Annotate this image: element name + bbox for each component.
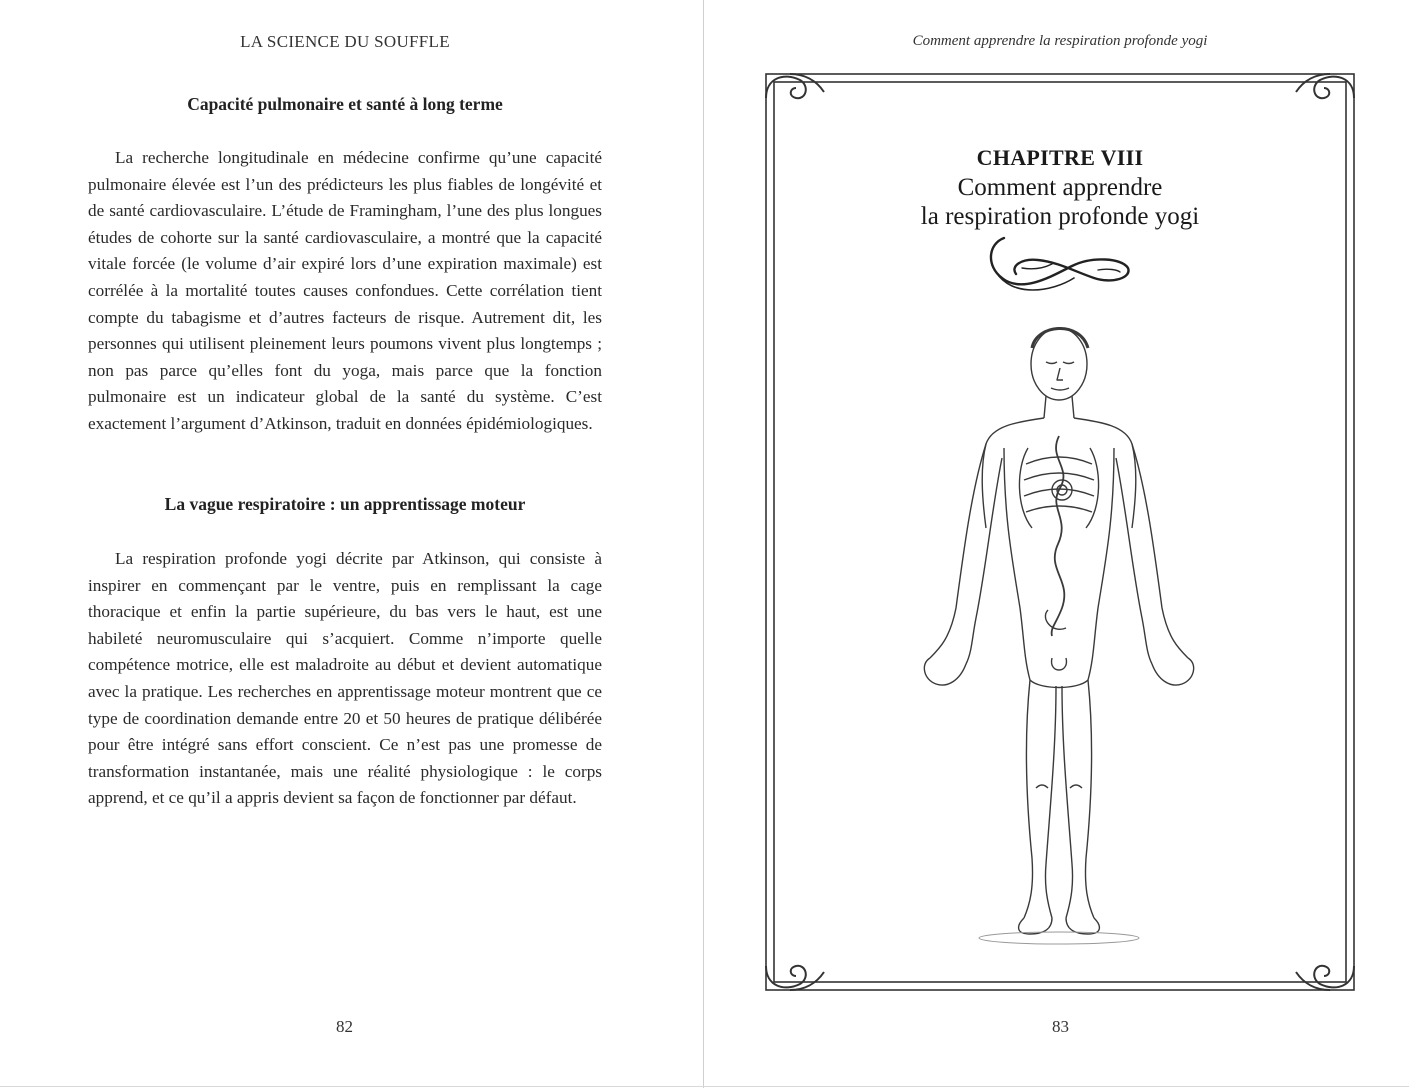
section-2 (88, 494, 602, 515)
right-page (704, 0, 1409, 1086)
chapter-title-line: la respiration profonde yogi (920, 203, 1200, 230)
section-title: Capacité pulmonaire et santé à long terme (187, 94, 503, 114)
flourish-ornament (982, 232, 1132, 304)
chapter-label: CHAPITRE VIII (976, 145, 1144, 170)
chapter-title (704, 173, 1409, 231)
page-number-right: 83 (1052, 1017, 1069, 1036)
section-2-body (88, 546, 602, 812)
running-head-left: LA SCIENCE DU SOUFFLE (240, 32, 450, 51)
body-paragraph: La recherche longitudinale en médecine confirme qu’une capacité pulmonaire élevée est l’un des prédicteurs les plus fiables de longévité et de santé cardiovasculaire. L’étude de Framingham, l’une des plus longues études de cohorte sur la santé cardiovasculaire, a montré que la capacité vitale forcée (le volume d’air expiré lors d’une expiration maximale) est corrélée à la mortalité toutes causes confondues. Cette corrélation tient compte du tabagisme et d’autres facteurs de risque. Autrement dit, les personnes qui utilisent pleinement leurs poumons vivent plus longtemps ; non pas parce qu’elles font du yoga, mais parce que la fonction pulmonaire est un indicateur global de la santé du système. C’est exactement l’argument d’Atkinson, traduit en données épidémiologiques. (88, 148, 602, 433)
page-number-left: 82 (336, 1017, 353, 1036)
bottom-edge (0, 1086, 1409, 1087)
body-paragraph: La respiration profonde yogi décrite par Atkinson, qui consiste à inspirer en commençant par le ventre, puis en remplissant la cage thoracique et enfin la partie supérieure, du bas vers le haut, est une habileté neuromusculaire qui s’acquiert. Comme n’importe quelle compétence motrice, elle est maladroite au début et devient automatique avec la pratique. Les recherches en apprentissage moteur montrent que ce type de coordination demande entre 20 et 50 heures de pratique délibérée pour être intégré sans effort conscient. Ce n’est pas une promesse de transformation instantanée, mais une réalité physiologique : le corps apprend, et ce qu’il a appris devient sa façon de fonctionner par défaut. (88, 549, 602, 808)
running-head-right: Comment apprendre la respiration profonde yogi (912, 33, 1208, 49)
section-1 (88, 94, 602, 115)
left-page (0, 0, 703, 1086)
section-title: La vague respiratoire : un apprentissage moteur (164, 494, 526, 514)
chapter-title-line: Comment apprendre (957, 174, 1163, 201)
section-1-body (88, 145, 602, 438)
human-figure-illustration (920, 318, 1200, 948)
